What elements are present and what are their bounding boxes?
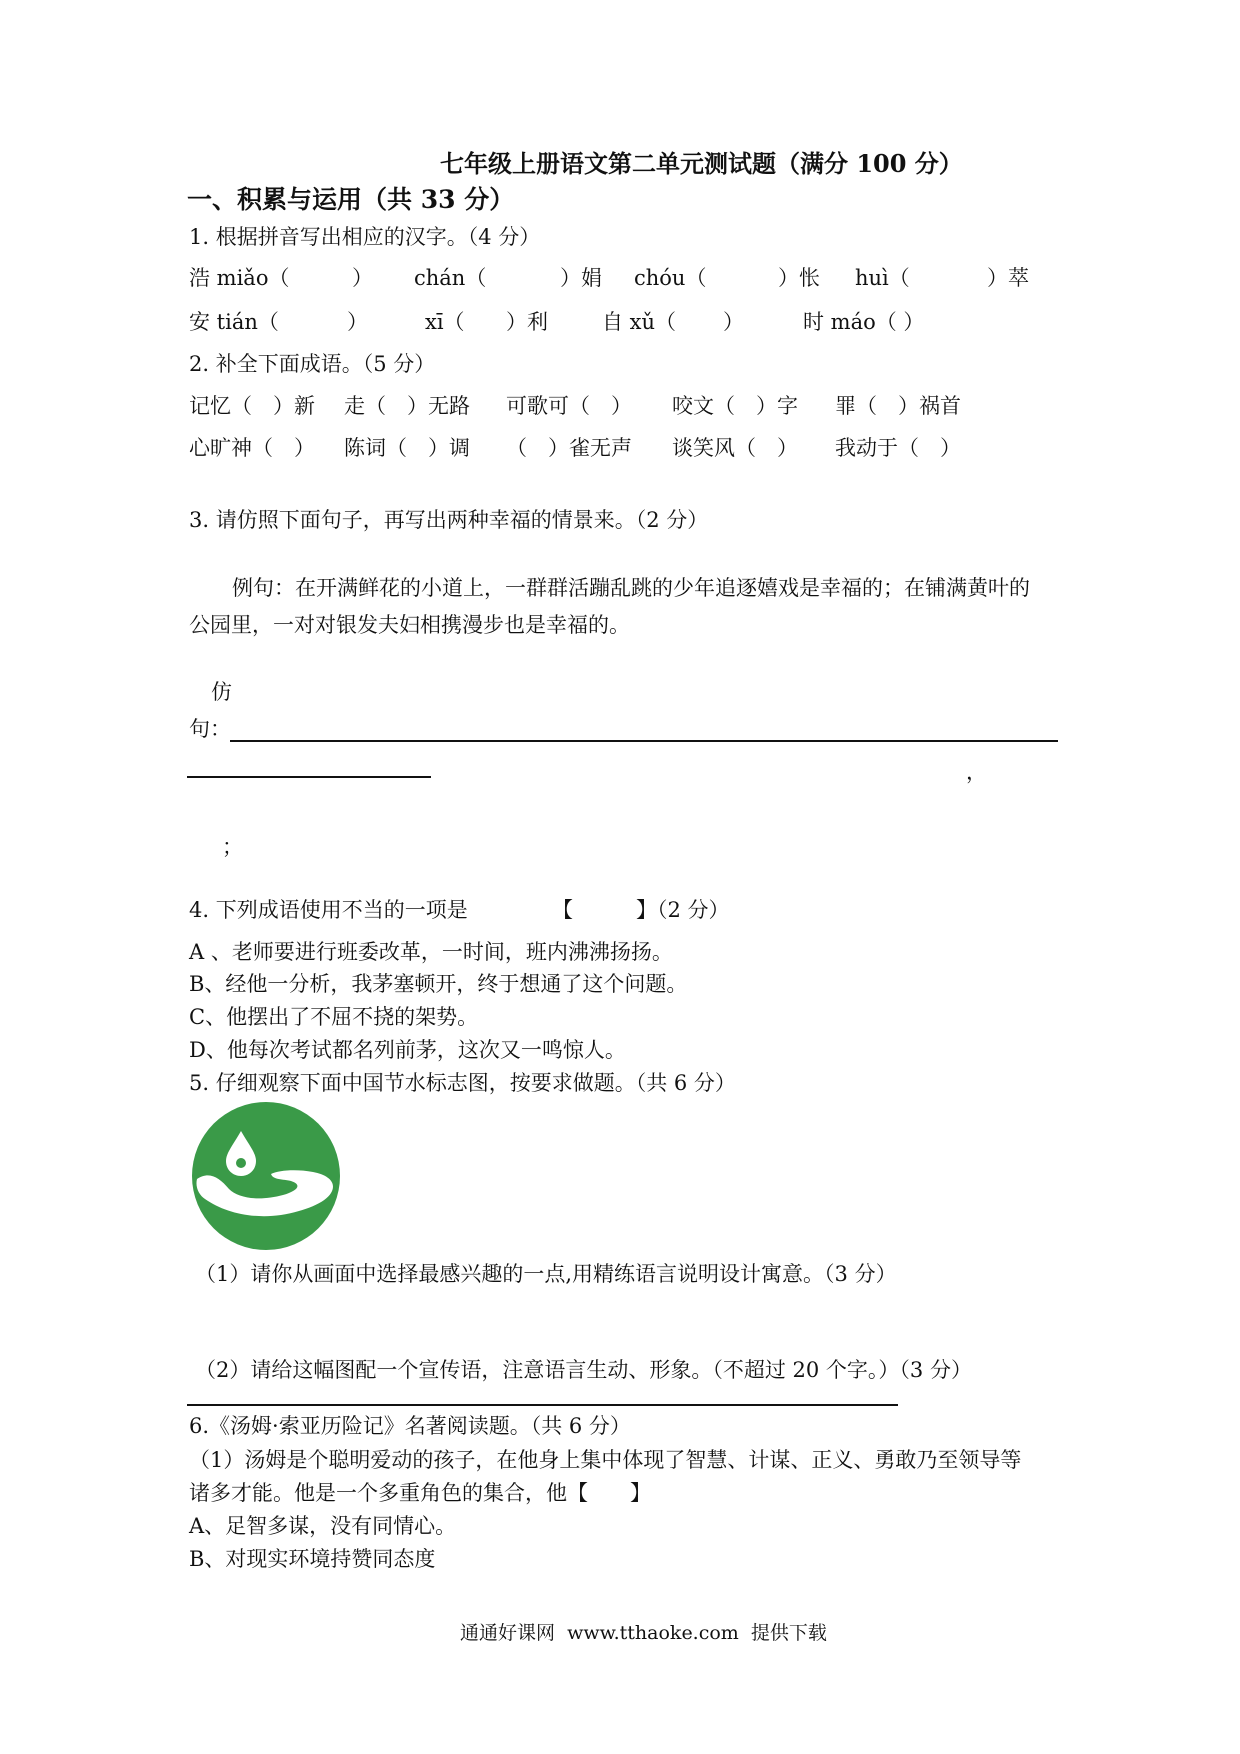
page-title: 七年级上册语文第二单元测试题（满分 100 分） bbox=[440, 149, 963, 178]
question-5-sub2: （2）请给这幅图配一个宣传语，注意语言生动、形象。（不超过 20 个字。）（3 分） bbox=[195, 1358, 972, 1382]
pinyin-item: 自 xǔ（ bbox=[602, 310, 677, 334]
question-1-stem: 1. 根据拼音写出相应的汉字。（4 分） bbox=[189, 225, 541, 249]
question-4-stem: 4. 下列成语使用不当的一项是 bbox=[189, 898, 468, 922]
pinyin-item: ） bbox=[347, 310, 368, 334]
answer-label: 仿 bbox=[211, 680, 232, 704]
option-a: A、足智多谋，没有同情心。 bbox=[189, 1514, 457, 1538]
pinyin-item: chán（ bbox=[414, 266, 487, 290]
idiom-item: 陈词（ ）调 bbox=[344, 436, 470, 460]
punctuation: ， bbox=[966, 760, 987, 784]
pinyin-item: ） bbox=[723, 310, 744, 334]
option-a: A 、老师要进行班委改革，一时间，班内沸沸扬扬。 bbox=[189, 940, 673, 964]
pinyin-item: ）娟 bbox=[560, 266, 602, 290]
idiom-item: 谈笑风（ ） bbox=[672, 436, 798, 460]
question-3-stem: 3. 请仿照下面句子，再写出两种幸福的情景来。（2 分） bbox=[189, 508, 709, 532]
answer-label: 句： bbox=[189, 717, 231, 741]
example-sentence: 例句：在开满鲜花的小道上，一群群活蹦乱跳的少年追逐嬉戏是幸福的；在铺满黄叶的 bbox=[232, 576, 1030, 600]
question-6-stem: 6.《汤姆·索亚历险记》名著阅读题。（共 6 分） bbox=[189, 1414, 631, 1438]
question-6-sub1: 诸多才能。他是一个多重角色的集合，他【 】 bbox=[189, 1481, 651, 1505]
punctuation: ； bbox=[222, 835, 243, 859]
answer-bracket[interactable]: 【 】（2 分） bbox=[552, 898, 730, 922]
question-5-sub1: （1）请你从画面中选择最感兴趣的一点,用精练语言说明设计寓意。（3 分） bbox=[195, 1262, 897, 1286]
idiom-item: 我动于（ ） bbox=[835, 436, 961, 460]
pinyin-item: 安 tián（ bbox=[189, 310, 279, 334]
idiom-item: （ ）雀无声 bbox=[506, 436, 632, 460]
answer-line[interactable] bbox=[230, 740, 1058, 742]
pinyin-item: 浩 miǎo（ bbox=[189, 266, 290, 290]
option-d: D、他每次考试都名列前茅，这次又一鸣惊人。 bbox=[189, 1038, 626, 1062]
option-b: B、对现实环境持赞同态度 bbox=[189, 1547, 436, 1571]
idiom-item: 可歌可（ ） bbox=[506, 394, 632, 418]
idiom-item: 心旷神（ ） bbox=[189, 436, 315, 460]
pinyin-item: chóu（ bbox=[634, 266, 707, 290]
water-saving-logo bbox=[191, 1101, 341, 1251]
idiom-item: 罪（ ）祸首 bbox=[835, 394, 961, 418]
pinyin-item: huì（ bbox=[855, 266, 910, 290]
question-5-stem: 5. 仔细观察下面中国节水标志图，按要求做题。（共 6 分） bbox=[189, 1071, 736, 1095]
answer-line[interactable] bbox=[187, 1404, 898, 1406]
section-heading: 一、积累与运用（共 33 分） bbox=[187, 185, 515, 214]
idiom-item: 走（ ）无路 bbox=[344, 394, 470, 418]
option-c: C、他摆出了不屈不挠的架势。 bbox=[189, 1005, 479, 1029]
idiom-item: 记忆（ ）新 bbox=[189, 394, 315, 418]
pinyin-item: 时 máo（ ） bbox=[803, 310, 925, 334]
example-sentence: 公园里，一对对银发夫妇相携漫步也是幸福的。 bbox=[189, 613, 630, 637]
answer-line[interactable] bbox=[187, 776, 431, 778]
pinyin-item: ） bbox=[352, 266, 373, 290]
pinyin-item: ）怅 bbox=[778, 266, 820, 290]
option-b: B、经他一分析，我茅塞顿开，终于想通了这个问题。 bbox=[189, 972, 688, 996]
pinyin-item: xī（ bbox=[425, 310, 465, 334]
page-footer: 通通好课网 www.tthaoke.com 提供下载 bbox=[460, 1622, 827, 1644]
pinyin-item: ）利 bbox=[506, 310, 548, 334]
idiom-item: 咬文（ ）字 bbox=[672, 394, 798, 418]
question-2-stem: 2. 补全下面成语。（5 分） bbox=[189, 352, 436, 376]
question-6-sub1: （1）汤姆是个聪明爱动的孩子，在他身上集中体现了智慧、计谋、正义、勇敢乃至领导等 bbox=[189, 1448, 1022, 1472]
pinyin-item: ）萃 bbox=[987, 266, 1029, 290]
